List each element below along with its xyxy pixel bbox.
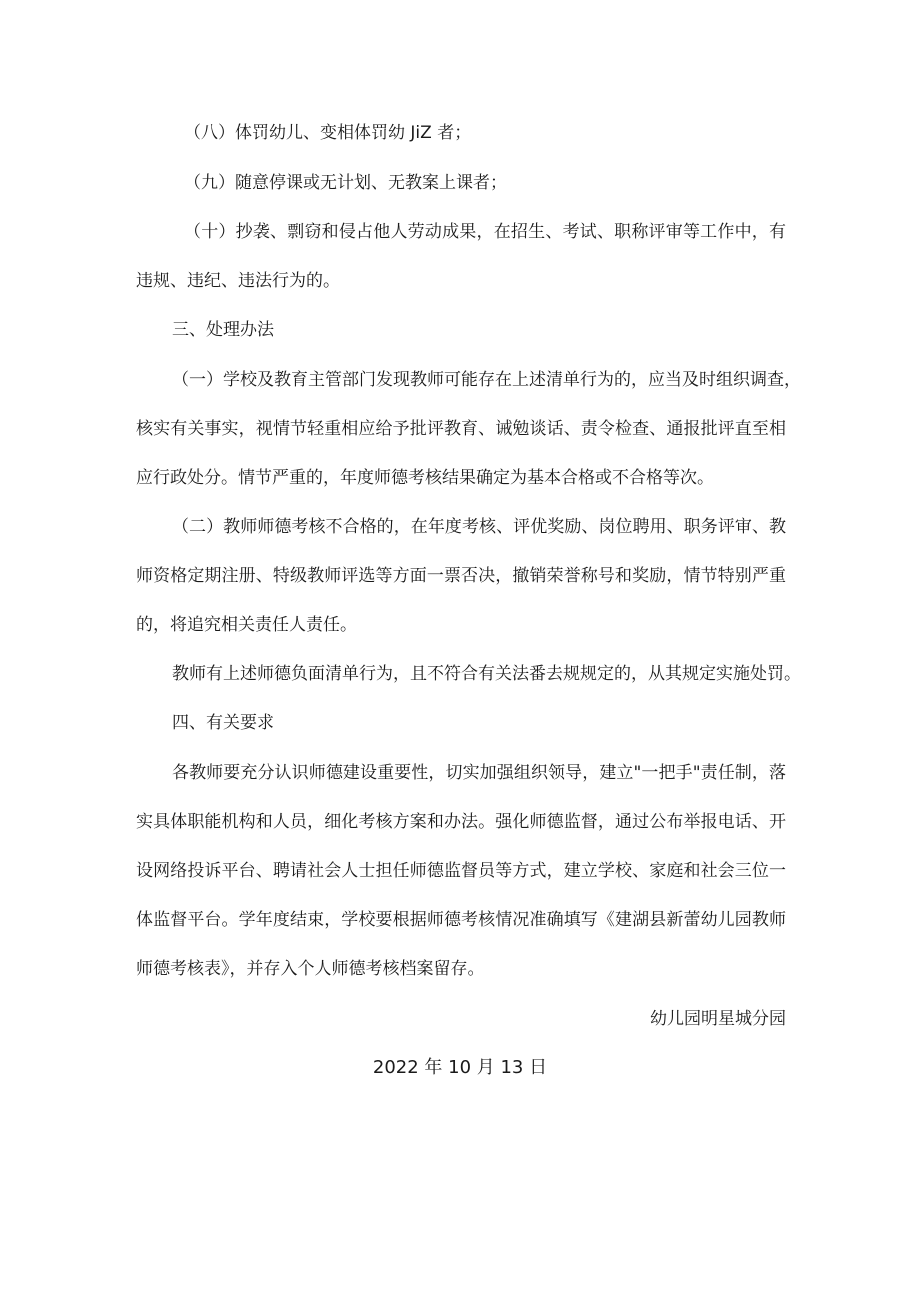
section-3-para-2-line-1: （二）教师师德考核不合格的，在年度考核、评优奖励、岗位聘用、职务评审、教: [172, 517, 786, 537]
item-8: （八）体罚幼儿、变相体罚幼 JiZ 者；: [184, 123, 472, 143]
section-3-para-1-line-3: 应行政处分。情节严重的，年度师德考核结果确定为基本合格或不合格等次。: [136, 468, 714, 488]
section-3-para-2-line-2: 师资格定期注册、特级教师评选等方面一票否决，撤销荣誉称号和奖励，情节特别严重: [136, 566, 786, 586]
section-4-para-line-1: 各教师要充分认识师德建设重要性，切实加强组织领导，建立"一把手"责任制，落: [172, 763, 786, 783]
section-4-para-line-4: 体监督平台。学年度结束，学校要根据师德考核情况准确填写《建湖县新蕾幼儿园教师: [136, 910, 786, 930]
item-10-line-2: 违规、违纪、违法行为的。: [136, 271, 340, 291]
section-3-para-1-line-2: 核实有关事实，视情节轻重相应给予批评教育、诫勉谈话、责令检查、通报批评直至相: [136, 419, 786, 439]
section-4-para-line-5: 师德考核表》，并存入个人师德考核档案留存。: [136, 959, 485, 979]
section-3-para-2-line-3: 的，将追究相关责任人责任。: [136, 615, 357, 635]
section-3-para-3: 教师有上述师德负面清单行为，且不符合有关法番去规规定的，从其规定实施处罚。: [172, 664, 801, 684]
section-4-para-line-2: 实具体职能机构和人员，细化考核方案和办法。强化师德监督，通过公布举报电话、开: [136, 812, 786, 832]
section-4-para-line-3: 设网络投诉平台、聘请社会人士担任师德监督员等方式，建立学校、家庭和社会三位一: [136, 861, 786, 881]
section-4-heading: 四、有关要求: [172, 713, 274, 733]
signature-date: 2022 年 10 月 13 日: [372, 1057, 548, 1078]
section-3-heading: 三、处理办法: [172, 320, 274, 340]
section-3-para-1-line-1: （一）学校及教育主管部门发现教师可能存在上述清单行为的，应当及时组织调查，: [172, 370, 801, 390]
item-10-line-1: （十）抄袭、剽窃和侵占他人劳动成果，在招生、考试、职称评审等工作中，有: [184, 222, 786, 242]
signature-organization: 幼儿园明星城分园: [650, 1009, 786, 1029]
item-9: （九）随意停课或无计划、无教案上课者；: [184, 173, 507, 193]
